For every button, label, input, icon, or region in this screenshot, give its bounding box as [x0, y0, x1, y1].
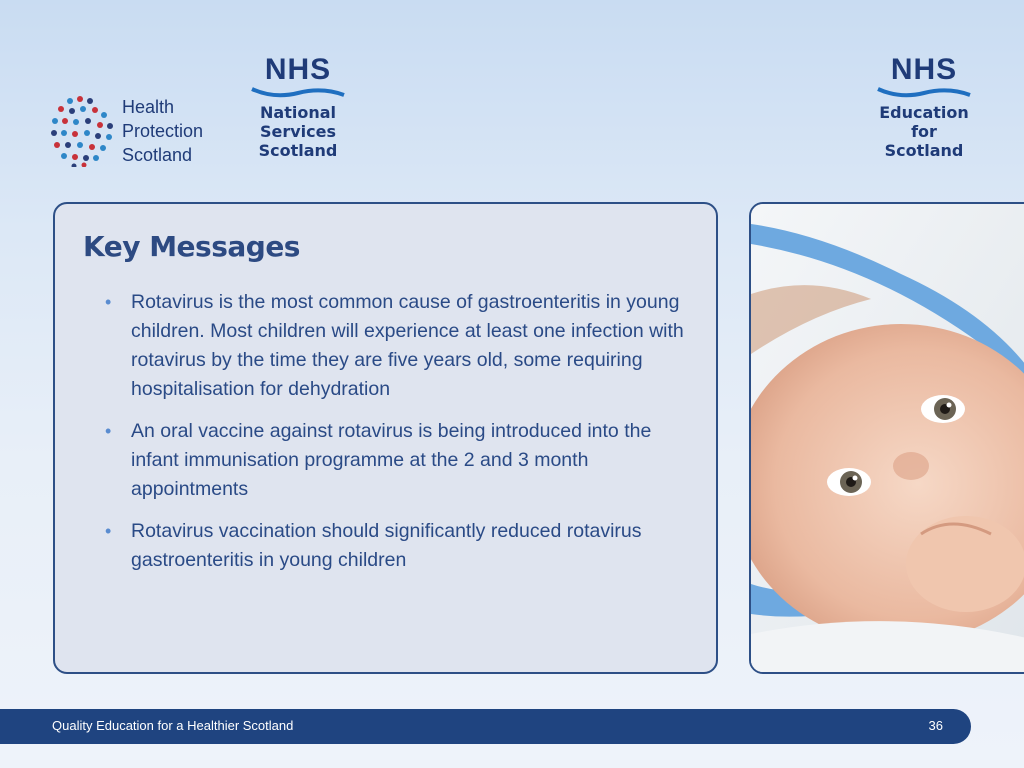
- nhs-sub-line: National: [260, 103, 336, 122]
- nhs-mark: NHS: [890, 53, 958, 86]
- hps-line: Protection: [122, 121, 204, 141]
- footer-text: Quality Education for a Healthier Scotland: [52, 718, 294, 733]
- page-number: 36: [928, 718, 943, 733]
- nhs-sub-line: Education: [879, 103, 969, 122]
- nhs-nss-logo: [248, 55, 348, 160]
- hps-line: Health: [122, 97, 175, 117]
- list-item: [105, 517, 695, 575]
- nhs-sub-line: Scotland: [258, 141, 338, 160]
- list-item: [105, 288, 695, 404]
- key-messages-panel: [53, 202, 718, 674]
- nhs-sub-line: Services: [259, 122, 337, 141]
- hps-logo: [50, 95, 220, 167]
- hps-logo-text: [122, 95, 203, 167]
- nhs-nes-logo: [872, 55, 976, 160]
- baby-illustration: [751, 204, 1024, 674]
- baby-photo: [749, 202, 1024, 674]
- nhs-sub-line: for: [911, 122, 937, 141]
- nhs-wave-icon: [250, 85, 346, 99]
- hps-dots-icon: [50, 95, 114, 167]
- bullet-list: [105, 288, 695, 588]
- nhs-wave-icon: [876, 85, 972, 99]
- hps-line: Scotland: [122, 145, 193, 165]
- bullet-text: Rotavirus vaccination should significantly reduced rotavirus gastroenteritis in young children: [131, 520, 642, 571]
- panel-title: Key Messages: [83, 230, 300, 263]
- bullet-dot-icon: •: [105, 521, 112, 541]
- bullet-dot-icon: •: [105, 421, 112, 441]
- bullet-text: An oral vaccine against rotavirus is being introduced into the infant immunisation programme at the 2 and 3 month appointments: [131, 420, 652, 500]
- list-item: [105, 417, 695, 504]
- nhs-mark: NHS: [264, 53, 332, 86]
- bullet-text: Rotavirus is the most common cause of gastroenteritis in young children. Most children will experience at least one infection with rotavirus by the time they are five years old, some requiring hospitalisation for dehydration: [131, 291, 684, 400]
- bullet-dot-icon: •: [105, 292, 112, 312]
- nhs-sub-line: Scotland: [884, 141, 964, 160]
- footer-bar: [0, 709, 971, 744]
